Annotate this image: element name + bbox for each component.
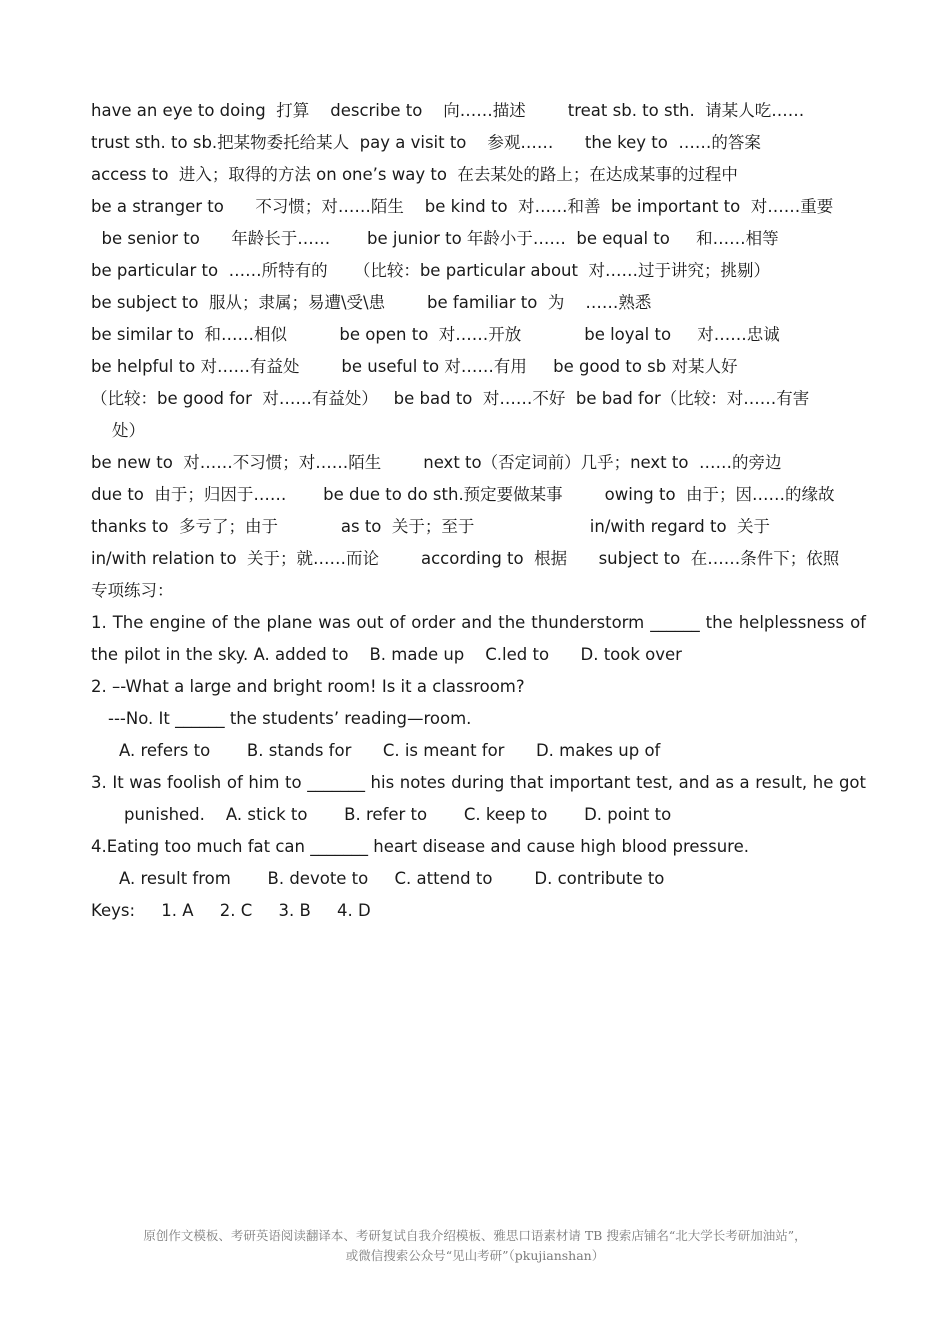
vocab-line: be particular to ……所特有的 （比较：be particular about 对……过于讲究；挑剔）: [91, 261, 770, 280]
question-1-options: pilot in the sky. A. added to B. made up C.led to D. took over: [124, 645, 682, 664]
question-1-text: 1. The engine of the plane was out of order and the thunderstorm ______ the helplessness of the: [91, 613, 866, 664]
vocab-line: 处）: [91, 421, 145, 440]
vocab-line: be a stranger to 不习惯；对……陌生 be kind to 对……和善 be important to 对……重要: [91, 197, 834, 216]
page-footer: [60, 1226, 890, 1266]
question-2-reply: ---No. It ______ the students’ reading—room.: [108, 709, 472, 728]
document-body: [91, 95, 866, 927]
vocab-line: be subject to 服从；隶属；易遭\受\患 be familiar to 为 ……熟悉: [91, 293, 652, 312]
footer-line: 或微信搜索公众号“见山考研”（pkujianshan）: [345, 1248, 605, 1263]
vocab-line: have an eye to doing 打算 describe to 向……描述 treat sb. to sth. 请某人吃……: [91, 101, 805, 120]
question-4-options: A. result from B. devote to C. attend to D. contribute to: [119, 869, 665, 888]
question-2-options: A. refers to B. stands for C. is meant for D. makes up of: [119, 741, 661, 760]
vocab-line: be similar to 和……相似 be open to 对……开放 be loyal to 对……忠诚: [91, 325, 780, 344]
exercise-heading: 专项练习：: [91, 581, 174, 600]
vocab-line: be helpful to 对……有益处 be useful to 对……有用 be good to sb 对某人好: [91, 357, 738, 376]
question-3-text: 3. It was foolish of him to _______ his notes during that important test, and as a result, he got: [91, 773, 866, 792]
vocab-line: in/with relation to 关于；就……而论 according to 根据 subject to 在……条件下；依照: [91, 549, 840, 568]
vocab-line: （比较：be good for 对……有益处） be bad to 对……不好 be bad for（比较：对……有害: [91, 389, 810, 408]
footer-line: 原创作文模板、考研英语阅读翻译本、考研复试自我介绍模板、雅思口语素材请 TB 搜索店铺名“北大学长考研加油站”，: [143, 1228, 807, 1243]
vocab-line: trust sth. to sb.把某物委托给某人 pay a visit to 参观…… the key to ……的答案: [91, 133, 761, 152]
vocab-line: be new to 对……不习惯；对……陌生 next to（否定词前）几乎；next to ……的旁边: [91, 453, 782, 472]
question-4-text: 4.Eating too much fat can _______ heart disease and cause high blood pressure.: [91, 837, 749, 856]
question-3-options: punished. A. stick to B. refer to C. keep to D. point to: [124, 805, 672, 824]
vocab-line: be senior to 年龄长于…… be junior to 年龄小于…… be equal to 和……相等: [91, 229, 779, 248]
vocab-line: thanks to 多亏了；由于 as to 关于；至于 in/with regard to 关于: [91, 517, 771, 536]
vocab-line: access to 进入；取得的方法 on one’s way to 在去某处的路上；在达成某事的过程中: [91, 165, 738, 184]
question-2-text: 2. –-What a large and bright room! Is it a classroom?: [91, 677, 525, 696]
vocab-line: due to 由于；归因于…… be due to do sth.预定要做某事 owing to 由于；因……的缘故: [91, 485, 835, 504]
answer-keys: Keys: 1. A 2. C 3. B 4. D: [91, 901, 371, 920]
